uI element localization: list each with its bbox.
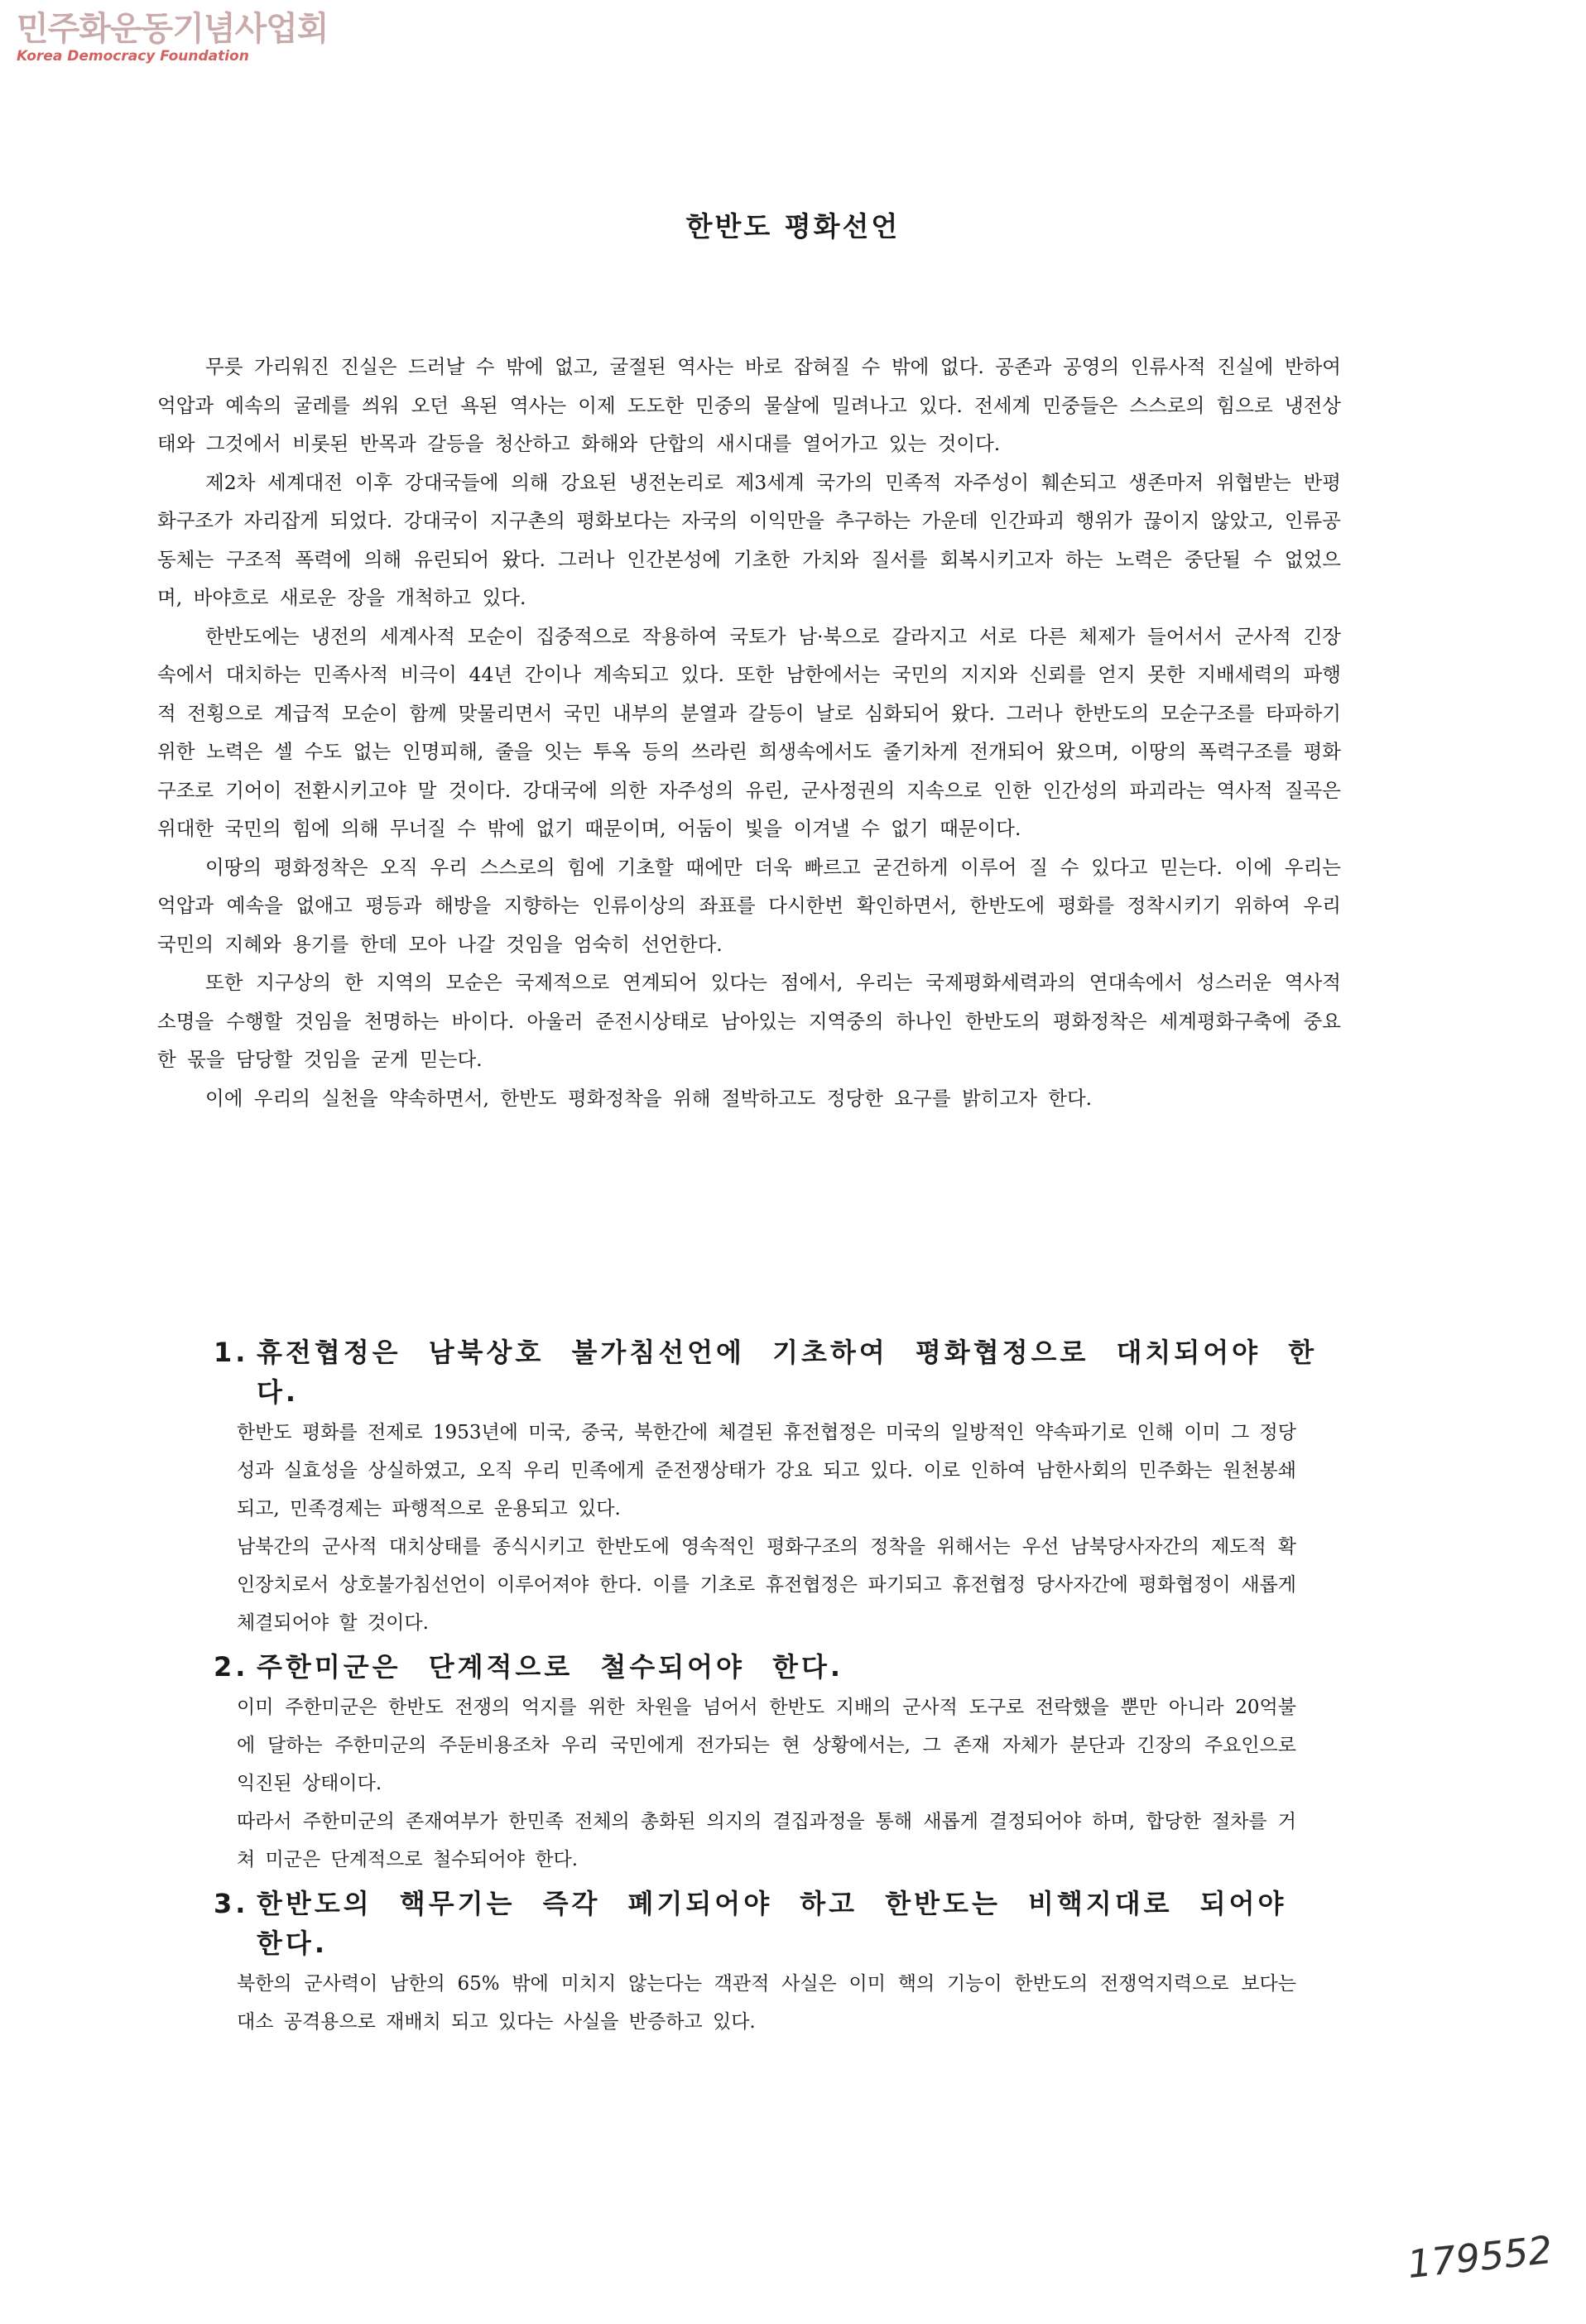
demand-heading-text: 한반도의 핵무기는 즉각 폐기되어야 하고 한반도는 비핵지대로 되어야 한다.: [257, 1888, 1287, 1959]
demands-list: [214, 1332, 1339, 2046]
watermark-english: Korea Democracy Foundation: [17, 48, 249, 65]
demand-heading: [214, 1647, 1339, 1687]
handwritten-annotation: 179552: [1405, 2226, 1555, 2288]
demand-heading: [214, 1332, 1339, 1412]
demand-number: 1.: [214, 1337, 249, 1368]
demand-body: [214, 1965, 1296, 2041]
demand-paragraph: 남북간의 군사적 대치상태를 종식시키고 한반도에 영속적인 평화구조의 정착을 위해서는 우선 남북당사자간의 제도적 확인장치로서 상호불가침선언이 이루어져야 한다. 이를 기초로 휴전협정은 파기되고 휴전협정 당사자간에 평화협정이 새롭게 체결되어야 할 것이다.: [237, 1536, 1296, 1634]
demand-item: [214, 1647, 1339, 1879]
intro-paragraph: 한반도에는 냉전의 세계사적 모순이 집중적으로 작용하여 국토가 남·북으로 갈라지고 서로 다른 체제가 들어서서 군사적 긴장속에서 대치하는 민족사적 비극이 44년 간이나 계속되고 있다. 또한 남한에서는 국민의 지지와 신뢰를 얻지 못한 지배세력의 파행적 전횡으로 계급적 모순이 함께 맞물리면서 국민 내부의 분열과 갈등이 날로 심화되어 왔다. 그러나 한반도의 모순구조를 타파하기 위한 노력은 셀 수도 없는 인명피해, 줄을 잇는 투옥 등의 쓰라린 희생속에서도 줄기차게 전개되어 왔으며, 이땅의 폭력구조를 평화구조로 기어이 전환시키고야 말 것이다. 강대국에 의한 자주성의 유린, 군사정권의 지속으로 인한 인간성의 파괴라는 역사적 질곡은 위대한 국민의 힘에 의해 무너질 수 밖에 없기 때문이며, 어둠이 빛을 이겨낼 수 없기 때문이다.: [157, 624, 1341, 840]
demand-item: [214, 1884, 1339, 2041]
watermark-logo: [17, 10, 328, 65]
intro-paragraph: 제2차 세계대전 이후 강대국들에 의해 강요된 냉전논리로 제3세계 국가의 민족적 자주성이 훼손되고 생존마저 위협받는 반평화구조가 자리잡게 되었다. 강대국이 지구촌의 평화보다는 자국의 이익만을 추구하는 가운데 인간파괴 행위가 끊이지 않았고, 인류공동체는 구조적 폭력에 의해 유린되어 왔다. 그러나 인간본성에 기초한 가치와 질서를 회복시키고자 하는 노력은 중단될 수 없었으며, 바야흐로 새로운 장을 개척하고 있다.: [157, 470, 1341, 609]
intro-paragraph: 무릇 가리워진 진실은 드러날 수 밖에 없고, 굴절된 역사는 바로 잡혀질 수 밖에 없다. 공존과 공영의 인류사적 진실에 반하여 억압과 예속의 굴레를 씌워 오던 욕된 역사는 이제 도도한 민중의 물살에 밀려나고 있다. 전세계 민중들은 스스로의 힘으로 냉전상태와 그것에서 비롯된 반목과 갈등을 청산하고 화해와 단합의 새시대를 열어가고 있는 것이다.: [157, 355, 1341, 455]
watermark-korean: 민주화운동기념사업회: [17, 10, 329, 48]
intro-paragraph: 이에 우리의 실천을 약속하면서, 한반도 평화정착을 위해 절박하고도 정당한 요구를 밝히고자 한다.: [205, 1086, 1093, 1110]
demand-body: [214, 1414, 1296, 1642]
demand-item: [214, 1332, 1339, 1642]
demand-heading-text: 주한미군은 단계적으로 철수되어야 한다.: [257, 1651, 844, 1683]
demand-paragraph: 따라서 주한미군의 존재여부가 한민족 전체의 총화된 의지의 결집과정을 통해 새롭게 결정되어야 하며, 합당한 절차를 거쳐 미군은 단계적으로 철수되어야 한다.: [237, 1811, 1296, 1870]
document-title: 한반도 평화선언: [685, 210, 901, 242]
demand-body: [214, 1688, 1296, 1879]
demand-paragraph: 한반도 평화를 전제로 1953년에 미국, 중국, 북한간에 체결된 휴전협정은 미국의 일방적인 약속파기로 인해 이미 그 정당성과 실효성을 상실하였고, 오직 우리 민족에게 준전쟁상태가 강요 되고 있다. 이로 인하여 남한사회의 민주화는 원천봉쇄되고, 민족경제는 파행적으로 운용되고 있다.: [237, 1422, 1296, 1520]
intro-section: [157, 348, 1341, 1117]
intro-paragraph: 또한 지구상의 한 지역의 모순은 국제적으로 연계되어 있다는 점에서, 우리는 국제평화세력과의 연대속에서 성스러운 역사적 소명을 수행할 것임을 천명하는 바이다. 아울러 준전시상태로 남아있는 지역중의 하나인 한반도의 평화정착은 세계평화구축에 중요한 몫을 담당할 것임을 굳게 믿는다.: [157, 971, 1341, 1071]
demand-paragraph: 북한의 군사력이 남한의 65% 밖에 미치지 않는다는 객관적 사실은 이미 핵의 기능이 한반도의 전쟁억지력으로 보다는 대소 공격용으로 재배치 되고 있다는 사실을 반증하고 있다.: [237, 1973, 1296, 2033]
demand-heading: [214, 1884, 1339, 1963]
demand-heading-text: 휴전협정은 남북상호 불가침선언에 기초하여 평화협정으로 대치되어야 한다.: [257, 1337, 1318, 1408]
demand-paragraph: 이미 주한미군은 한반도 전쟁의 억지를 위한 차원을 넘어서 한반도 지배의 군사적 도구로 전락했을 뿐만 아니라 20억불에 달하는 주한미군의 주둔비용조차 우리 국민에게 전가되는 현 상황에서는, 그 존재 자체가 분단과 긴장의 주요인으로 익진된 상태이다.: [237, 1697, 1296, 1794]
demand-number: 2.: [214, 1651, 249, 1683]
demand-number: 3.: [214, 1888, 249, 1919]
intro-paragraph: 이땅의 평화정착은 오직 우리 스스로의 힘에 기초할 때에만 더욱 빠르고 굳건하게 이루어 질 수 있다고 믿는다. 이에 우리는 억압과 예속을 없애고 평등과 해방을 지향하는 인류이상의 좌표를 다시한번 확인하면서, 한반도에 평화를 정착시키기 위하여 우리 국민의 지혜와 용기를 한데 모아 나갈 것임을 엄숙히 선언한다.: [157, 855, 1341, 956]
